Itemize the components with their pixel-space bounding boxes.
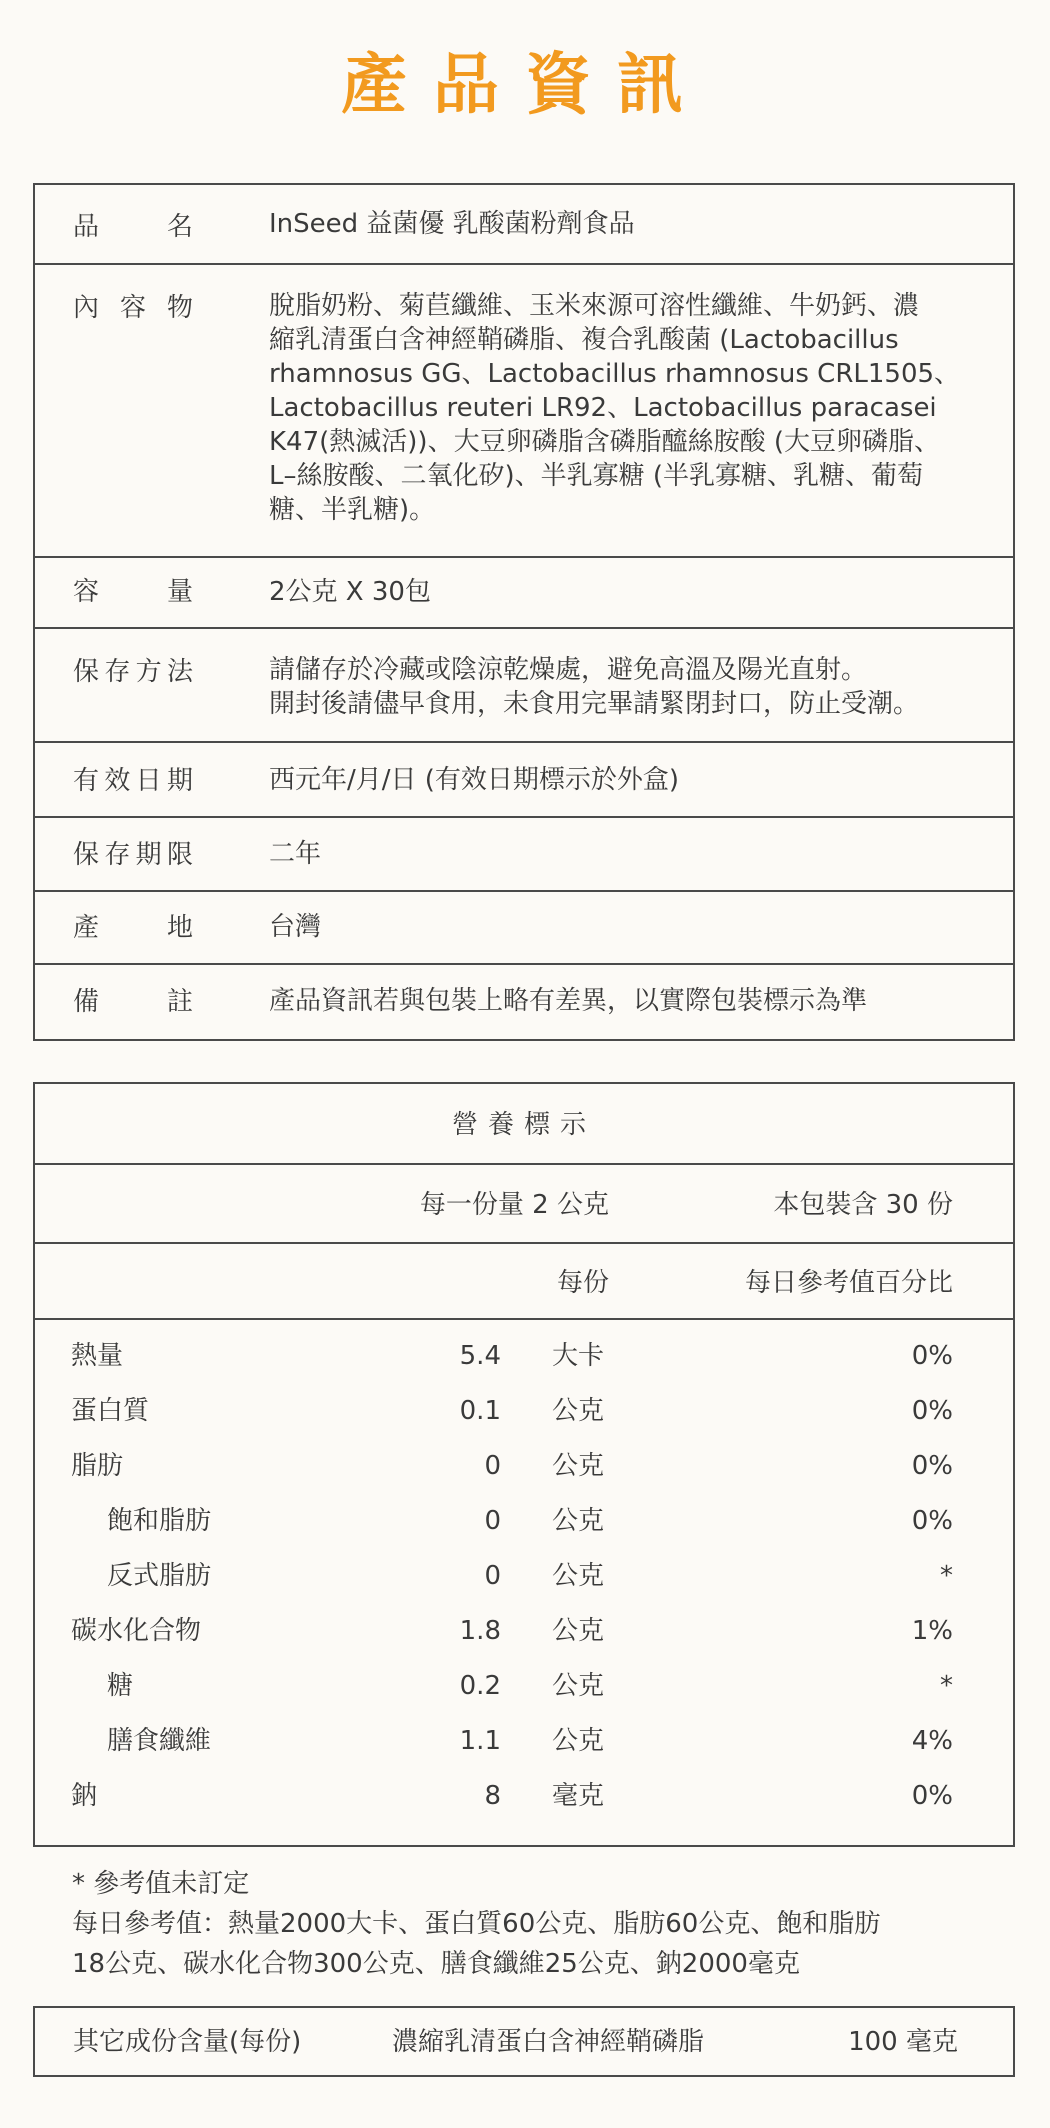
info-row-origin: [35, 890, 1013, 963]
nutrient-unit: 公克: [552, 1616, 605, 1646]
page-title: 產品資訊: [341, 46, 709, 123]
nutrient-value: 0: [484, 1451, 501, 1481]
serving-size: 每一份量 2 公克: [419, 1190, 609, 1220]
info-label-char: 容: [119, 293, 146, 323]
footnote: [72, 1864, 992, 1984]
info-row-ingredients: [35, 263, 1013, 556]
info-label-char: 期: [135, 840, 162, 870]
product-info-table: [33, 183, 1015, 1041]
servings-per-pack: 本包裝含 30 份: [773, 1190, 953, 1220]
nutrient-unit: 公克: [552, 1506, 605, 1536]
nutrient-value: 0.1: [459, 1396, 501, 1426]
column-daily-value: 每日參考值百分比: [744, 1268, 953, 1298]
info-label-char: 產: [73, 913, 100, 943]
nutrient-value: 0: [484, 1561, 501, 1591]
nutrient-daily-value: 0%: [911, 1781, 953, 1811]
nutrient-value: 0: [484, 1506, 501, 1536]
nutrient-value: 1.1: [459, 1726, 501, 1756]
info-value: 2公克 X 30包: [269, 577, 431, 607]
info-label: [73, 579, 193, 605]
nutrient-value: 5.4: [459, 1341, 501, 1371]
nutrient-unit: 公克: [552, 1396, 605, 1426]
nutrient-name: 糖: [107, 1671, 134, 1701]
nutrition-title: 營養標示: [451, 1110, 596, 1140]
info-row-shelf-life: [35, 816, 1013, 890]
info-label-char: 保: [73, 840, 100, 870]
nutrient-daily-value: 4%: [911, 1726, 953, 1756]
info-label-char: 存: [104, 840, 131, 870]
nutrient-daily-value: 0%: [911, 1451, 953, 1481]
info-label-char: 有: [73, 766, 100, 796]
nutrient-name: 膳食纖維: [107, 1726, 212, 1756]
info-label-char: 限: [166, 840, 193, 870]
nutrient-name: 脂肪: [71, 1451, 124, 1481]
info-label-char: 名: [166, 212, 193, 242]
nutrient-daily-value: *: [940, 1561, 953, 1591]
info-label-char: 日: [135, 766, 162, 796]
nutrient-unit: 大卡: [552, 1341, 605, 1371]
nutrient-daily-value: *: [940, 1671, 953, 1701]
info-label: [73, 989, 193, 1015]
nutrient-value: 8: [484, 1781, 501, 1811]
info-value: 脫脂奶粉、菊苣纖維、玉米來源可溶性纖維、牛奶鈣、濃 縮乳清蛋白含神經鞘磷脂、複合乳酸菌 (Lactobacillus rhamnosus GG、Lactobacillus rhamnosus CRL1505、 Lactobacillus reuteri LR92、Lactobacillus paracasei K47(熱滅活))、大豆卵磷脂含磷脂醯絲胺酸 (大豆卵磷脂、 L–絲胺酸、二氧化矽)、半乳寡糖 (半乳寡糖、乳糖、葡萄 糖、半乳糖)。: [269, 291, 961, 525]
info-row-remarks: [35, 963, 1013, 1039]
nutrient-daily-value: 0%: [911, 1396, 953, 1426]
info-row-volume: [35, 556, 1013, 627]
info-label-char: 物: [166, 293, 193, 323]
footnote-daily-reference: 每日參考值：熱量2000大卡、蛋白質60公克、脂肪60公克、飽和脂肪: [72, 1909, 881, 1939]
info-label: [73, 659, 193, 685]
info-label-char: 註: [166, 987, 193, 1017]
nutrient-name: 鈉: [71, 1781, 98, 1811]
info-value: 二年: [269, 839, 322, 869]
nutrient-value: 1.8: [459, 1616, 501, 1646]
info-label-char: 容: [73, 577, 100, 607]
info-value: 請儲存於冷藏或陰涼乾燥處，避免高溫及陽光直射。 開封後請儘早食用，未食用完畢請緊閉封口，防止受潮。: [269, 655, 920, 719]
other-ingredient: 濃縮乳清蛋白含神經鞘磷脂: [392, 2027, 705, 2057]
info-label-char: 方: [135, 657, 162, 687]
other-label: 其它成份含量(每份): [73, 2027, 302, 2057]
nutrient-name: 碳水化合物: [71, 1616, 202, 1646]
footnote-asterisk: * 參考值未訂定: [72, 1869, 250, 1899]
nutrient-unit: 公克: [552, 1726, 605, 1756]
info-label-char: 法: [166, 657, 193, 687]
info-label-char: 存: [104, 657, 131, 687]
info-label-char: 量: [166, 577, 193, 607]
info-value: 台灣: [269, 912, 322, 942]
footnote-daily-reference-cont: 18公克、碳水化合物300公克、膳食纖維25公克、鈉2000毫克: [72, 1949, 800, 1979]
info-label-char: 保: [73, 657, 100, 687]
other-ingredient-table: [33, 2006, 1015, 2077]
info-value: InSeed 益菌優 乳酸菌粉劑食品: [269, 209, 635, 239]
divider: [35, 1163, 1013, 1165]
other-amount: 100 毫克: [848, 2027, 958, 2057]
info-label-char: 內: [73, 293, 100, 323]
info-label: [73, 915, 193, 941]
divider: [35, 1242, 1013, 1244]
nutrition-table: [33, 1082, 1015, 1847]
info-label: [73, 842, 193, 868]
nutrient-unit: 公克: [552, 1671, 605, 1701]
nutrient-name: 蛋白質: [71, 1396, 150, 1426]
info-label-char: 期: [166, 766, 193, 796]
nutrient-unit: 公克: [552, 1561, 605, 1591]
info-row-name: [35, 185, 1013, 263]
nutrient-name: 反式脂肪: [107, 1561, 212, 1591]
nutrient-name: 熱量: [71, 1341, 124, 1371]
column-per-serving: 每份: [556, 1268, 609, 1298]
nutrient-unit: 公克: [552, 1451, 605, 1481]
nutrient-value: 0.2: [459, 1671, 501, 1701]
nutrient-daily-value: 0%: [911, 1506, 953, 1536]
info-row-storage: [35, 627, 1013, 741]
nutrient-daily-value: 1%: [911, 1616, 953, 1646]
info-label-char: 品: [73, 212, 100, 242]
info-label-char: 地: [166, 913, 193, 943]
nutrient-name: 飽和脂肪: [107, 1506, 212, 1536]
info-label-char: 備: [73, 987, 100, 1017]
info-label: [73, 295, 193, 321]
info-row-expiry: [35, 741, 1013, 816]
info-value: 產品資訊若與包裝上略有差異，以實際包裝標示為準: [269, 986, 868, 1016]
info-value: 西元年/月/日 (有效日期標示於外盒): [269, 765, 680, 795]
nutrient-unit: 毫克: [552, 1781, 605, 1811]
info-label-char: 效: [104, 766, 131, 796]
divider: [35, 1318, 1013, 1320]
nutrient-daily-value: 0%: [911, 1341, 953, 1371]
info-label: [73, 214, 193, 240]
info-label: [73, 768, 193, 794]
